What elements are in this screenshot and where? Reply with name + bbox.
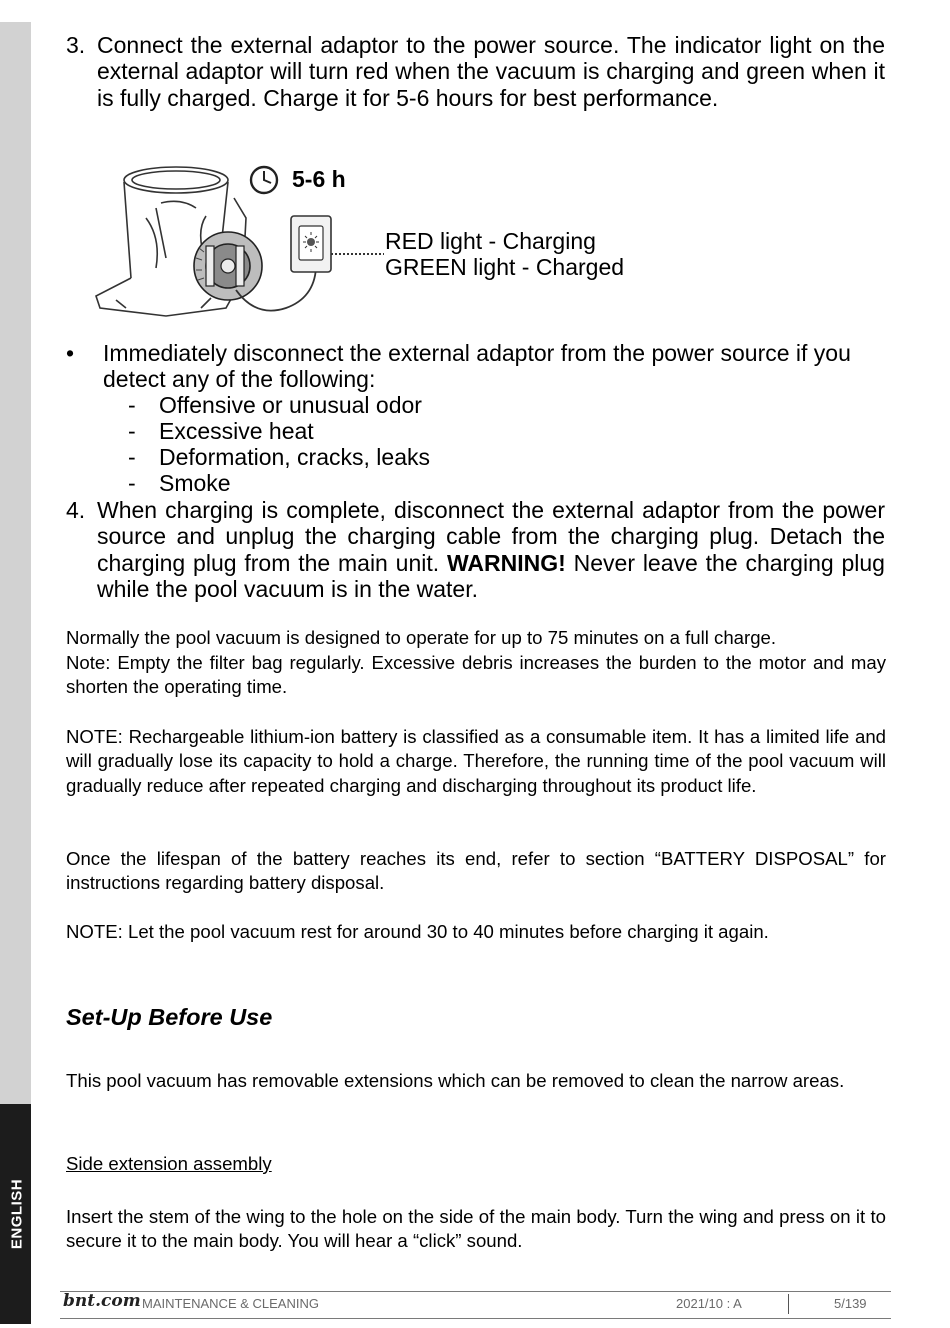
brand-logo: bnt.com [63, 1291, 141, 1311]
step-3-text: Connect the external adaptor to the power source. The indicator light on the external adaptor will turn red when the vacuum is charging and green when it is fully charged. Charge it for 5-6 hours for best performance. [97, 32, 885, 111]
language-tab-label: ENGLISH [8, 1178, 26, 1250]
charge-time-label: 5-6 h [292, 166, 346, 192]
step-3-number: 3. [66, 32, 86, 58]
filter-note-paragraph: Note: Empty the filter bag regularly. Excessive debris increases the burden to the motor and may shorten the operating time. [66, 652, 886, 698]
runtime-paragraph: Normally the pool vacuum is designed to operate for up to 75 minutes on a full charge. [66, 627, 777, 648]
bullet-symbol: • [66, 340, 75, 366]
footer-section: MAINTENANCE & CLEANING [142, 1296, 319, 1311]
footer-revision: 2021/10 : A [676, 1296, 742, 1311]
footer-rule-bottom [60, 1318, 891, 1319]
bullet-text: Immediately disconnect the external adaptor from the power source if you detect any of the following: [103, 340, 851, 393]
section-heading: Set-Up Before Use [66, 1004, 273, 1030]
battery-note-paragraph: NOTE: Rechargeable lithium-ion battery is classified as a consumable item. It has a limited life and will gradually lose its capacity to hold a charge. Therefore, the running time of the pool vacuum will gradually reduce after repeated charging and discharging throughout its product life. [66, 726, 886, 796]
footer-rule-top [60, 1291, 891, 1292]
page-number: 5/139 [834, 1296, 867, 1311]
red-light-caption: RED light - Charging [385, 228, 596, 254]
step-4-number: 4. [66, 497, 86, 523]
side-extension-subheading: Side extension assembly [66, 1153, 272, 1174]
green-light-caption: GREEN light - Charged [385, 254, 625, 280]
step-4-text: When charging is complete, disconnect the external adaptor from the power source and unplug the charging cable from the charging plug. Detach the charging plug from the main unit. WARNING! Never leave the charging plug while the pool vacuum is in the water. [97, 497, 885, 602]
footer-separator [788, 1294, 789, 1314]
extensions-paragraph: This pool vacuum has removable extensions which can be removed to clean the narrow areas. [66, 1070, 845, 1091]
warning-label: WARNING! [446, 549, 566, 576]
charging-illustration [86, 158, 386, 328]
insert-wing-paragraph: Insert the stem of the wing to the hole on the side of the main body. Turn the wing and press on it to secure it to the main body. You will hear a “click” sound. [66, 1206, 886, 1252]
disposal-paragraph: Once the lifespan of the battery reaches its end, refer to section “BATTERY DISPOSAL” for instructions regarding battery disposal. [66, 848, 886, 894]
rest-note-paragraph: NOTE: Let the pool vacuum rest for around 30 to 40 minutes before charging it again. [66, 921, 769, 942]
clock-icon [251, 167, 277, 193]
